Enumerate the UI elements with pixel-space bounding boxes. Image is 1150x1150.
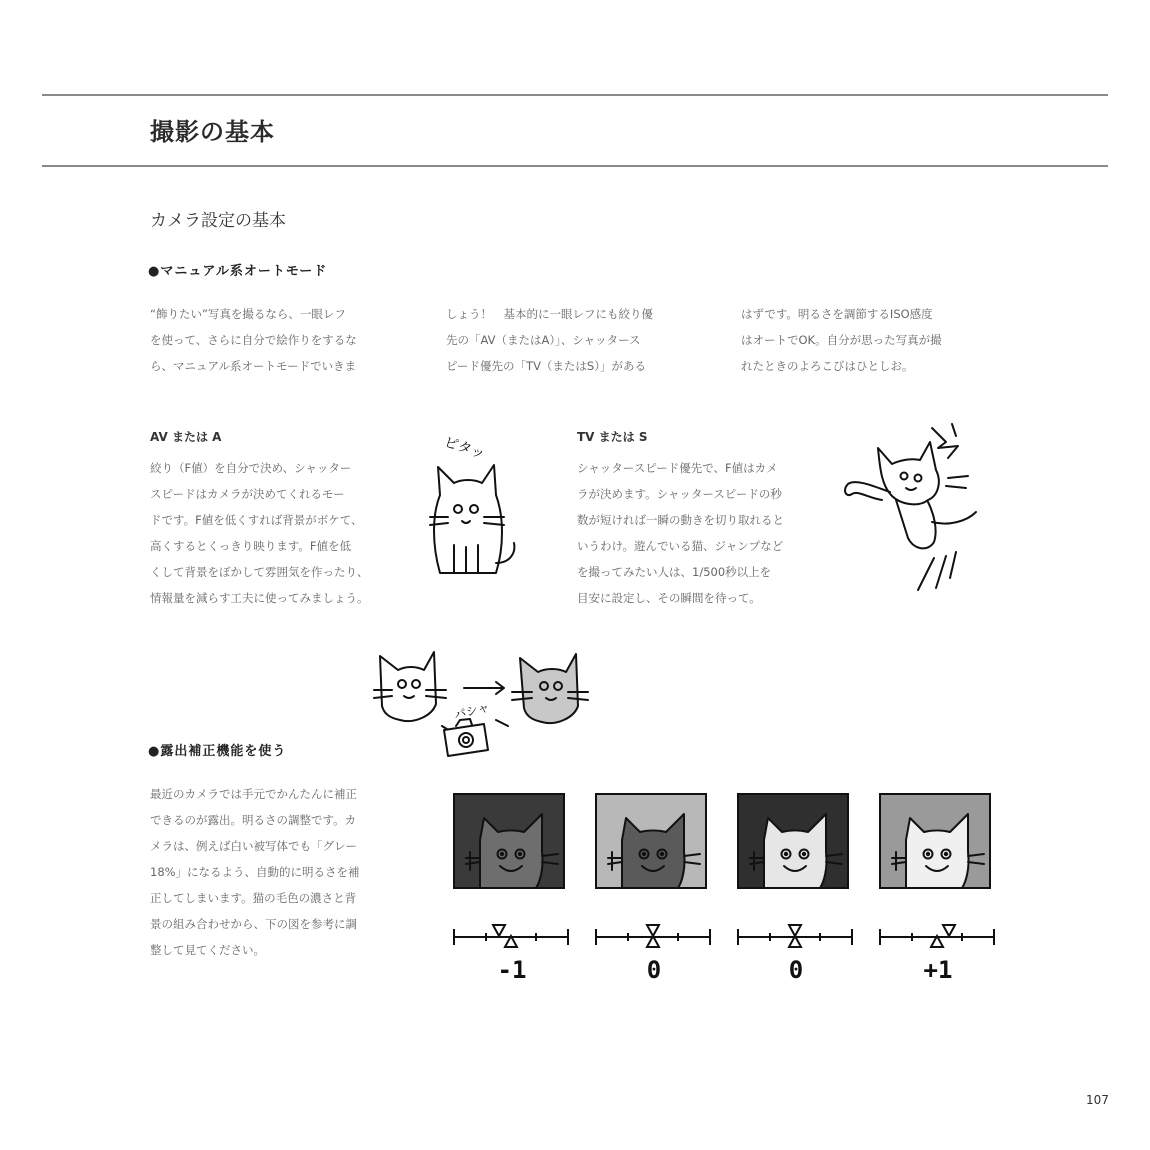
exposure-heading: ●露出補正機能を使う xyxy=(148,744,287,759)
text-line: 情報量を減らす工夫に使ってみましょう。 xyxy=(150,591,369,605)
exposure-value-label: -1 xyxy=(497,956,527,984)
text-line: を撮ってみたい人は、1/500秒以上を xyxy=(577,565,772,579)
text-line: 景の組み合わせから、下の図を参考に調 xyxy=(150,917,357,931)
text-line: ら、マニュアル系オートモードでいきま xyxy=(150,359,357,373)
jumping-cat-illustration xyxy=(838,418,998,598)
exposure-panel xyxy=(736,792,860,952)
text-line: はずです。明るさを調節するISO感度 xyxy=(741,307,933,321)
tv-description xyxy=(577,455,784,611)
exposure-pointer xyxy=(789,925,801,936)
text-line: 18%」になるよう、自動的に明るさを補 xyxy=(150,865,360,879)
text-line: シャッタースピード優先で、F値はカメ xyxy=(577,461,778,475)
pitatt-text: ピタッ xyxy=(442,434,487,463)
exposure-panel xyxy=(452,792,576,952)
exposure-value-label: +1 xyxy=(923,956,953,984)
text-line: 数が短ければ一瞬の動きを切り取れると xyxy=(577,513,784,527)
av-description xyxy=(150,455,369,611)
pasha-text: パシャ xyxy=(452,699,491,723)
top-rule xyxy=(42,94,1108,96)
exposure-panel xyxy=(594,792,718,952)
text-line: 最近のカメラでは手元でかんたんに補正 xyxy=(150,787,357,801)
text-line: 高くするとくっきり映ります。F値を低 xyxy=(150,539,351,553)
text-line: くして背景をぼかして雰囲気を作ったり、 xyxy=(150,565,369,579)
page-title: 撮影の基本 xyxy=(150,118,275,146)
exposure-scale xyxy=(738,925,852,947)
manual-mode-heading: ●マニュアル系オートモード xyxy=(148,264,328,279)
exposure-value-label: 0 xyxy=(646,956,662,984)
text-line: ピード優先の「TV（またはS）」がある xyxy=(446,359,646,373)
intro-column-1 xyxy=(150,301,357,379)
exposure-description xyxy=(150,781,360,963)
text-line: ドです。F値を低くすれば背景がボケて、 xyxy=(150,513,363,527)
sitting-cat-illustration xyxy=(410,425,540,585)
exposure-pointer xyxy=(647,925,659,936)
text-line: しょう！ 基本的に一眼レフにも絞り優 xyxy=(446,307,653,321)
text-line: 正してしまいます。猫の毛色の濃さと背 xyxy=(150,891,357,905)
text-line: メラは、例えば白い被写体でも「グレー xyxy=(150,839,357,853)
intro-column-3 xyxy=(741,301,942,379)
exposure-scale xyxy=(596,925,710,947)
text-line: を使って、さらに自分で絵作りをするな xyxy=(150,333,357,347)
section-title: カメラ設定の基本 xyxy=(150,211,286,231)
exposure-pointer xyxy=(493,925,505,936)
intro-column-2 xyxy=(446,301,653,379)
exposure-pointer xyxy=(943,925,955,936)
exposure-value-label: 0 xyxy=(788,956,804,984)
text-line: スピードはカメラが決めてくれるモー xyxy=(150,487,345,501)
exposure-scale xyxy=(880,925,994,947)
page-number: 107 xyxy=(1086,1093,1109,1107)
text-line: はオートでOK。自分が思った写真が撮 xyxy=(741,333,942,347)
text-line: れたときのよろこびはひとしお。 xyxy=(741,359,914,373)
text-line: ラが決めます。シャッタースピードの秒 xyxy=(577,487,782,501)
exposure-panel xyxy=(878,792,1002,952)
text-line: できるのが露出。明るさの調整です。カ xyxy=(150,813,357,827)
shutter-transition-illustration xyxy=(372,646,612,758)
title-rule xyxy=(42,165,1108,167)
exposure-scale xyxy=(454,925,568,947)
text-line: “飾りたい”写真を撮るなら、一眼レフ xyxy=(150,307,346,321)
tv-heading: TV または S xyxy=(577,430,648,444)
text-line: いうわけ。遊んでいる猫、ジャンプなど xyxy=(577,539,784,553)
text-line: 絞り（F値）を自分で決め、シャッター xyxy=(150,461,352,475)
av-heading: AV または A xyxy=(150,430,222,444)
text-line: 先の「AV（またはA）」、シャッタース xyxy=(446,333,641,347)
text-line: 整して見てください。 xyxy=(150,943,265,957)
text-line: 目安に設定し、その瞬間を待って。 xyxy=(577,591,761,605)
